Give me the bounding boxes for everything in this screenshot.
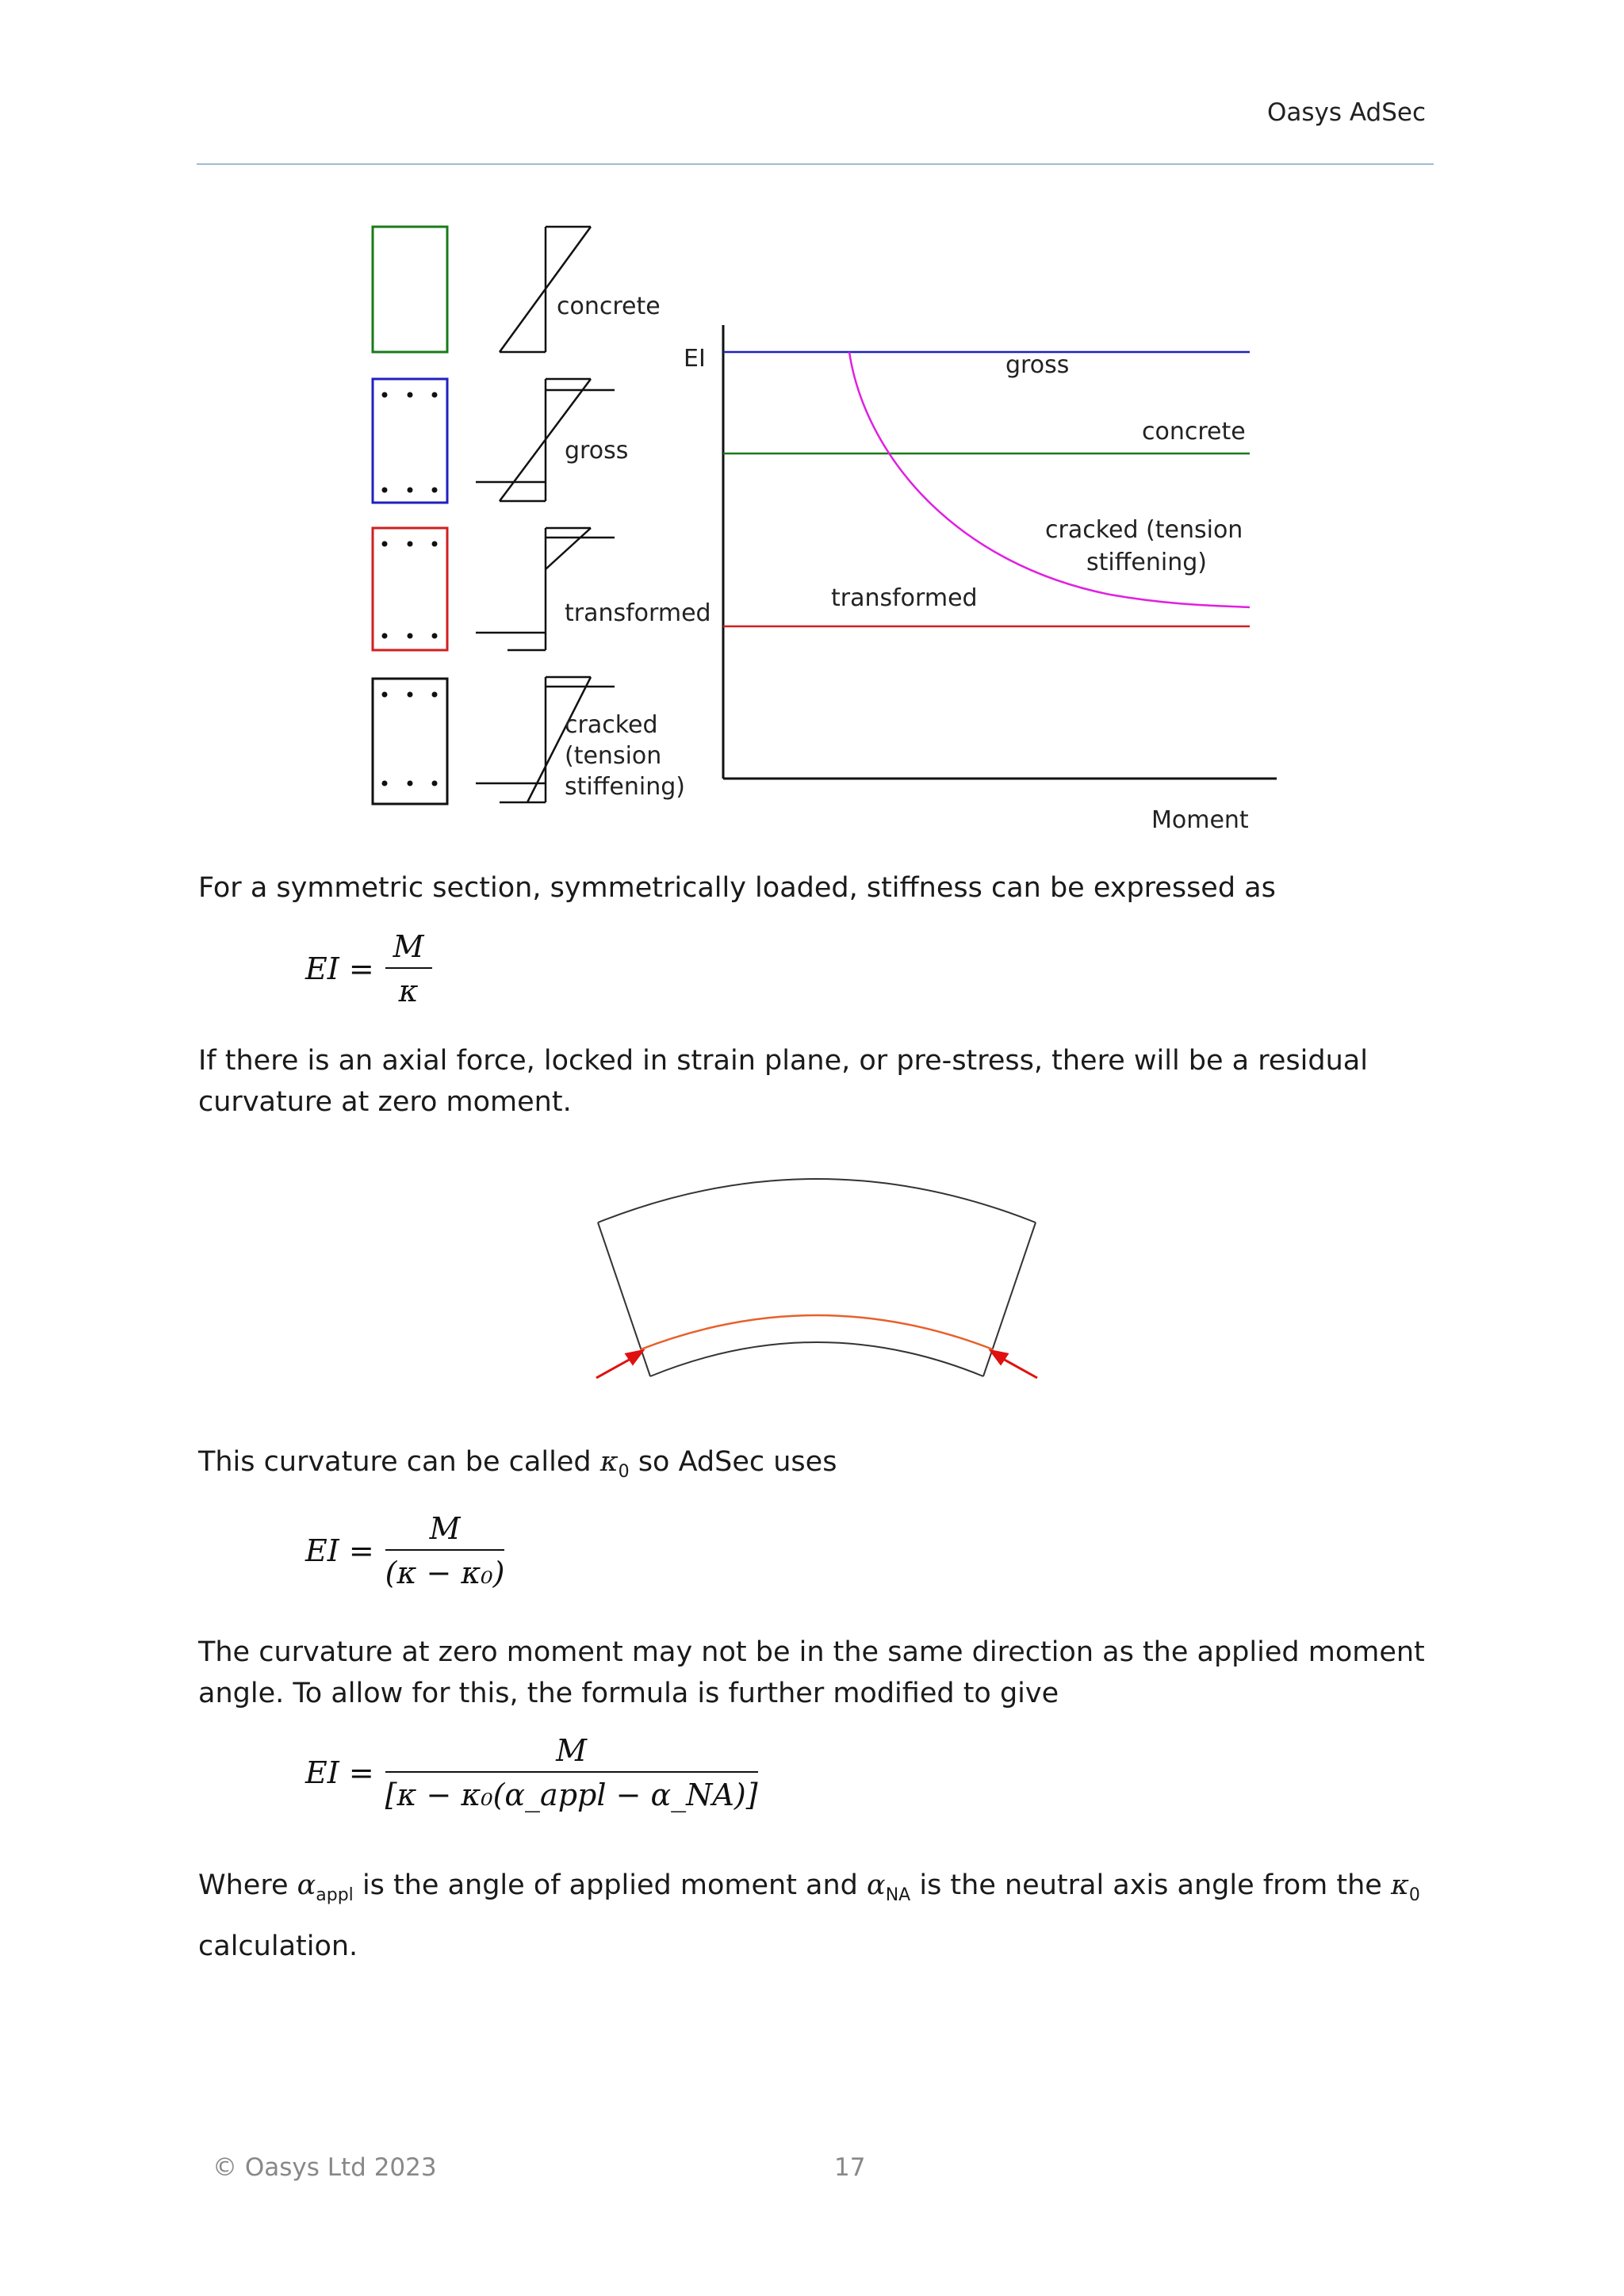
neutral-axis-curve — [641, 1315, 993, 1349]
eq3-denominator: [κ − κ₀(α_appl − α_NA)] — [385, 1777, 758, 1812]
concrete-section — [373, 227, 447, 352]
label-gross: gross — [565, 437, 629, 465]
y-axis-label: EI — [684, 345, 706, 373]
beam-right-edge — [983, 1223, 1036, 1376]
alpha-appl-subscript: appl — [316, 1885, 354, 1905]
eq2-numerator: M — [385, 1511, 505, 1551]
curve-label-gross: gross — [1005, 351, 1070, 379]
p5-text-c: is the neutral axis angle from the — [919, 1869, 1382, 1901]
stiffness-figure — [349, 214, 1293, 848]
paragraph-5 — [198, 1860, 1435, 1972]
prestress-arrows — [596, 1351, 1037, 1378]
p5-text-d: calculation. — [198, 1931, 358, 1962]
equation-2 — [305, 1511, 504, 1590]
beam-left-edge — [598, 1223, 650, 1376]
curve-label-transformed: transformed — [831, 584, 978, 612]
footer-copyright: © Oasys Ltd 2023 — [213, 2153, 437, 2182]
eq2-fraction — [385, 1511, 505, 1590]
eq3-lhs: EI = — [305, 1755, 374, 1790]
curved-beam-figure — [587, 1150, 1047, 1387]
x-axis-label: Moment — [1151, 806, 1249, 834]
eq1-lhs: EI = — [305, 951, 374, 986]
paragraph-4: The curvature at zero moment may not be in the same direction as the applied moment angle. To allow for this, the formula is further modified to give — [198, 1636, 1425, 1709]
eq2-denominator: (κ − κ₀) — [385, 1556, 505, 1590]
curve-label-cracked-2: stiffening) — [1086, 549, 1207, 576]
kappa0-subscript: 0 — [1408, 1885, 1420, 1905]
alpha-na-symbol: α — [867, 1869, 886, 1901]
beam-bottom-edge — [650, 1342, 983, 1376]
paragraph-3 — [198, 1441, 1435, 1493]
eq1-numerator: M — [385, 929, 432, 969]
paragraph-1: For a symmetric section, symmetrically loaded, stiffness can be expressed as — [198, 872, 1276, 904]
p3-text-before: This curvature can be called — [198, 1446, 592, 1478]
header-divider — [197, 163, 1434, 165]
eq2-lhs: EI = — [305, 1533, 374, 1568]
alpha-appl-symbol: α — [297, 1869, 316, 1901]
rebar-dots — [382, 392, 438, 786]
paragraph-2: If there is an axial force, locked in strain plane, or pre-stress, there will be a residual curvature at zero moment. — [198, 1045, 1368, 1118]
p3-text-after: so AdSec uses — [638, 1446, 837, 1478]
equation-1 — [305, 929, 432, 1008]
kappa-symbol: κ — [599, 1446, 619, 1478]
label-stiffening: stiffening) — [565, 773, 685, 801]
label-concrete: concrete — [557, 293, 661, 320]
eq3-fraction — [385, 1733, 758, 1812]
alpha-na-subscript: NA — [885, 1885, 911, 1905]
label-cracked: cracked — [565, 711, 658, 739]
kappa0-symbol: κ — [1390, 1869, 1409, 1901]
beam-top-edge — [598, 1179, 1036, 1223]
label-transformed: transformed — [565, 599, 711, 627]
p5-text-b: is the angle of applied moment and — [362, 1869, 858, 1901]
equation-3 — [305, 1733, 758, 1812]
kappa-subscript: 0 — [618, 1462, 630, 1482]
curve-label-cracked-1: cracked (tension — [1045, 516, 1243, 544]
label-tension: (tension — [565, 742, 662, 770]
curve-label-concrete: concrete — [1142, 418, 1246, 446]
page-number: 17 — [834, 2153, 866, 2182]
eq3-numerator: M — [385, 1733, 758, 1773]
eq1-fraction — [385, 929, 432, 1008]
header-title: Oasys AdSec — [1266, 98, 1426, 127]
p5-text-a: Where — [198, 1869, 289, 1901]
eq1-denominator: κ — [398, 974, 419, 1008]
